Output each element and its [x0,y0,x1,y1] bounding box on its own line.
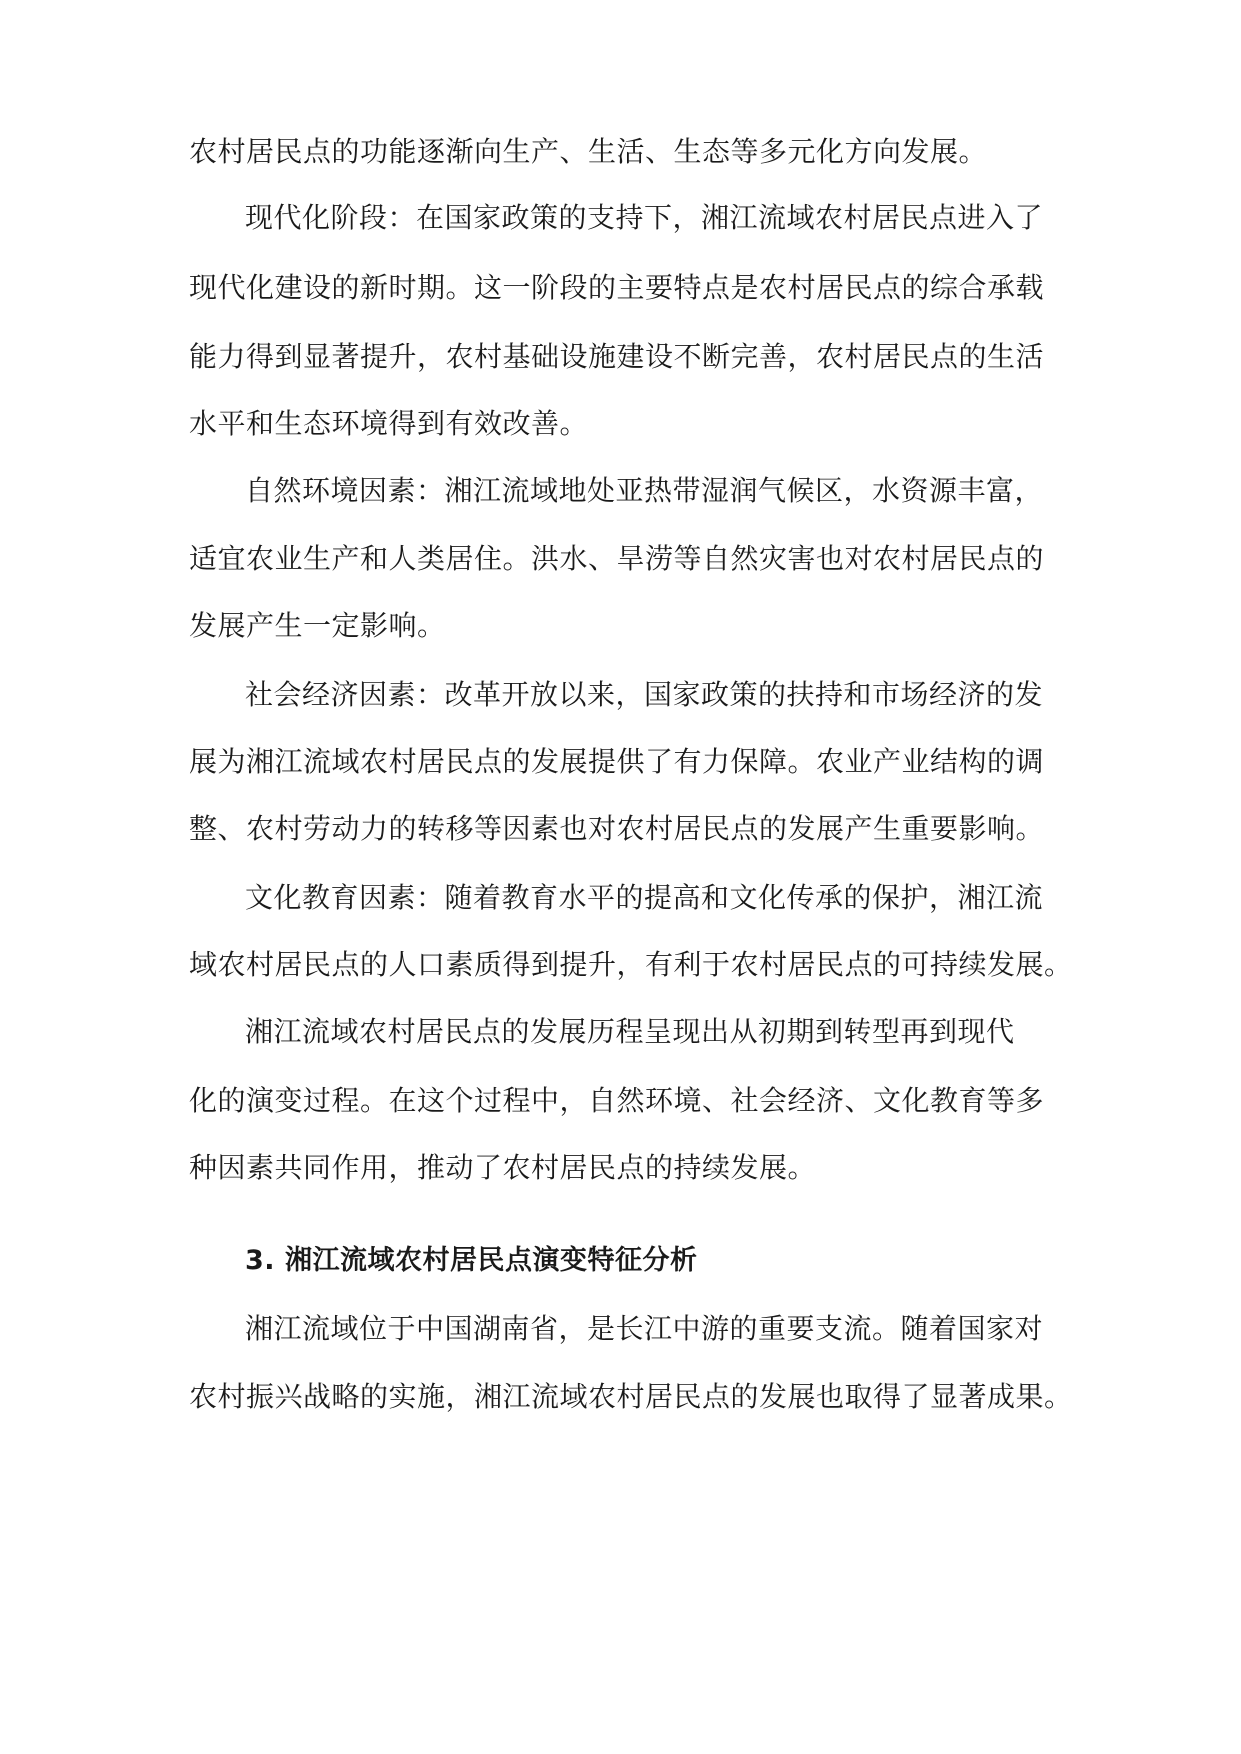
paragraph-line: 整、农村劳动力的转移等因素也对农村居民点的发展产生重要影响。 [189,812,1045,845]
paragraph-line: 现代化建设的新时期。这一阶段的主要特点是农村居民点的综合承载 [189,271,1045,304]
paragraph-line: 水平和生态环境得到有效改善。 [189,407,589,440]
paragraph-line: 文化教育因素：随着教育水平的提高和文化传承的保护，湘江流 [245,881,1044,914]
paragraph-line: 域农村居民点的人口素质得到提升，有利于农村居民点的可持续发展。 [189,948,1073,981]
paragraph-line: 能力得到显著提升，农村基础设施建设不断完善，农村居民点的生活 [189,340,1045,373]
paragraph-line: 适宜农业生产和人类居住。洪水、旱涝等自然灾害也对农村居民点的 [189,542,1045,575]
paragraph-line: 农村振兴战略的实施，湘江流域农村居民点的发展也取得了显著成果。 [189,1380,1073,1413]
paragraph-line: 展为湘江流域农村居民点的发展提供了有力保障。农业产业结构的调 [189,745,1045,778]
paragraph-line: 湘江流域农村居民点的发展历程呈现出从初期到转型再到现代 [245,1015,1015,1048]
paragraph-line: 发展产生一定影响。 [189,609,446,642]
paragraph-line: 湘江流域位于中国湖南省，是长江中游的重要支流。随着国家对 [245,1312,1044,1345]
section-heading: 3. 湘江流域农村居民点演变特征分析 [245,1245,698,1276]
paragraph-line: 社会经济因素：改革开放以来，国家政策的扶持和市场经济的发 [245,678,1044,711]
paragraph-line: 农村居民点的功能逐渐向生产、生活、生态等多元化方向发展。 [189,135,988,168]
paragraph-line: 自然环境因素：湘江流域地处亚热带湿润气候区，水资源丰富， [245,474,1044,507]
paragraph-line: 种因素共同作用，推动了农村居民点的持续发展。 [189,1151,817,1184]
paragraph-line: 现代化阶段：在国家政策的支持下，湘江流域农村居民点进入了 [245,201,1044,234]
paragraph-line: 化的演变过程。在这个过程中，自然环境、社会经济、文化教育等多 [189,1084,1045,1117]
